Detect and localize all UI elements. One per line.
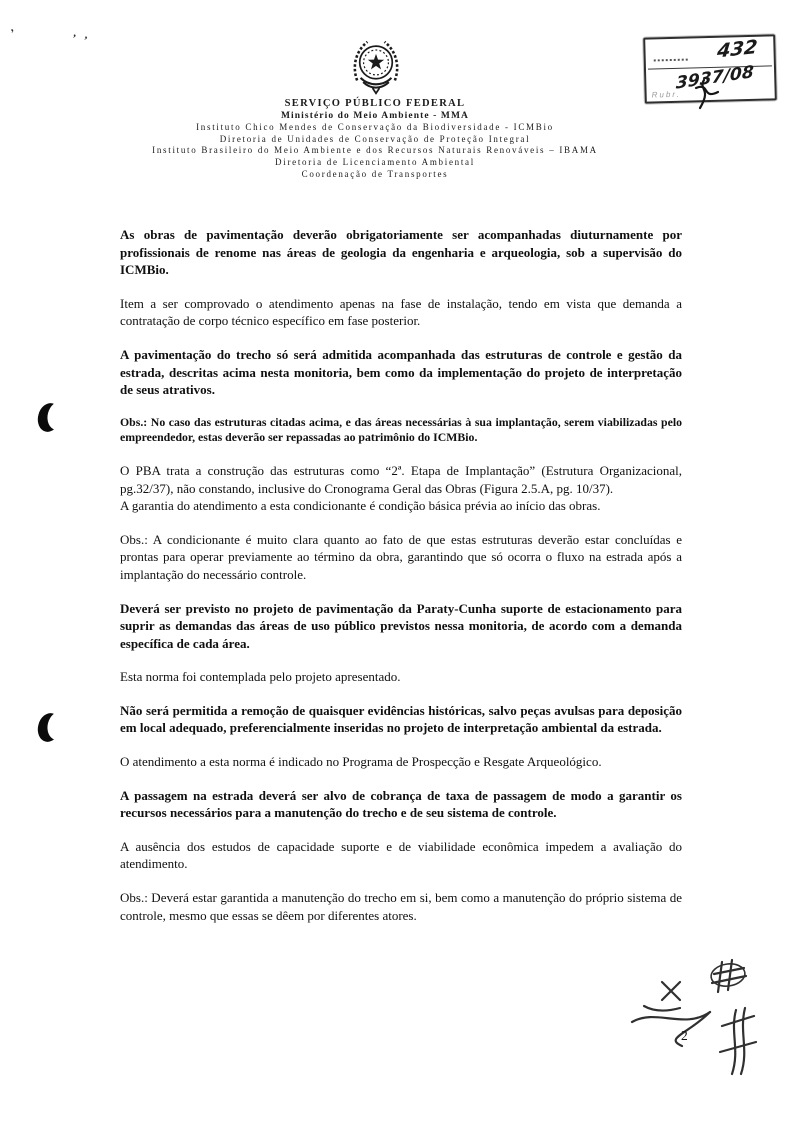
stamp-process-number: 3937/08 bbox=[675, 62, 755, 94]
paragraph: Obs.: Deverá estar garantida a manutenção do trecho em si, bem como a manutenção do próprio sistema de controle, mesmo que essas se dêem por diferentes atores. bbox=[120, 890, 682, 923]
paragraph: As obras de pavimentação deverão obrigatoriamente ser acompanhadas diuturnamente por profissionais de renome nas áreas de geologia da engenharia e arqueologia, sob a supervisão do ICMBio. bbox=[120, 227, 682, 278]
crescent-ink-mark-icon bbox=[35, 401, 63, 434]
brazil-coat-of-arms-icon bbox=[346, 32, 406, 103]
stamp-page-number: 432 bbox=[716, 36, 759, 63]
paragraph: A garantia do atendimento a esta condicionante é condição básica prévia ao início das obras. bbox=[120, 498, 601, 514]
paragraph: O PBA trata a construção das estruturas como “2ª. Etapa de Implantação” (Estrutura Organizacional, pg.32/37), não constando, inclusive do Cronograma Geral das Obras (Figura 2.5.A, pg. 10/37). bbox=[120, 462, 682, 496]
paragraph: A ausência dos estudos de capacidade suporte e de viabilidade econômica impedem a avaliação do atendimento. bbox=[120, 838, 682, 872]
page-number: 2 bbox=[681, 1028, 688, 1043]
header-line: SERVIÇO PÚBLICO FEDERAL bbox=[284, 98, 466, 109]
header-line: Instituto Chico Mendes de Conservação da Biodiversidade - ICMBio bbox=[196, 122, 554, 133]
crescent-ink-mark-icon bbox=[35, 711, 63, 744]
handwritten-annotation-icon bbox=[618, 952, 778, 1087]
header-line: Coordenação de Transportes bbox=[301, 168, 449, 179]
header-line: Ministério do Meio Ambiente - MMA bbox=[280, 110, 469, 121]
scan-artifact: , bbox=[8, 21, 15, 35]
stamp-dotted-line bbox=[654, 59, 688, 62]
letterhead bbox=[90, 98, 660, 180]
paragraph: A pavimentação do trecho só será admitida acompanhada das estruturas de controle e gestão da estrada, descritas acima nesta monitoria, bem como da implementação do projeto de interpretação de seus atrativos. bbox=[120, 346, 682, 398]
document-body bbox=[120, 226, 682, 924]
paragraph: A passagem na estrada deverá ser alvo de cobrança de taxa de passagem de modo a garantir os recursos necessários para a manutenção do trecho e de seu sistema de controle. bbox=[120, 787, 682, 821]
paragraph: Obs.: A condicionante é muito clara quanto ao fato de que estas estruturas deverão estar concluídas e prontas para operar previamente ao término da obra, garantindo que só ocorra o fluxo na estrada após a implantação do necessário controle. bbox=[120, 531, 682, 582]
paragraph: Item a ser comprovado o atendimento apenas na fase de instalação, tendo em vista que demanda a contratação de corpo técnico específico em fase posterior. bbox=[120, 295, 682, 329]
header-line: Instituto Brasileiro do Meio Ambiente e dos Recursos Naturais Renováveis – IBAMA bbox=[152, 145, 598, 156]
paragraph: Deverá ser previsto no projeto de pavimentação da Paraty-Cunha suporte de estacionamento para suprir as demandas das áreas de uso público previstos nessa monitoria, de acordo com a demanda específica de cada área. bbox=[120, 600, 682, 651]
paragraph: Esta norma foi contemplada pelo projeto apresentado. bbox=[120, 669, 401, 685]
stamp-rubric-label: Rubr. bbox=[651, 89, 682, 100]
scan-artifact: ’ ’ bbox=[71, 32, 92, 48]
header-line: Diretoria de Unidades de Conservação de Proteção Integral bbox=[219, 133, 531, 144]
handwritten-signature-icon bbox=[692, 78, 726, 117]
paragraph: Não será permitida a remoção de quaisquer evidências históricas, salvo peças avulsas para deposição em local adequado, preferencialmente inseridas no projeto de interpretação ambiental da estrada. bbox=[120, 702, 682, 736]
header-line: Diretoria de Licenciamento Ambiental bbox=[275, 156, 475, 167]
paragraph: Obs.: No caso das estruturas citadas acima, e das áreas necessárias à sua implantação, serem viabilizadas pelo empreendedor, estas deverão ser repassadas ao patrimônio do ICMBio. bbox=[120, 414, 682, 445]
paragraph: O atendimento a esta norma é indicado no Programa de Prospecção e Resgate Arqueológico. bbox=[120, 754, 602, 770]
